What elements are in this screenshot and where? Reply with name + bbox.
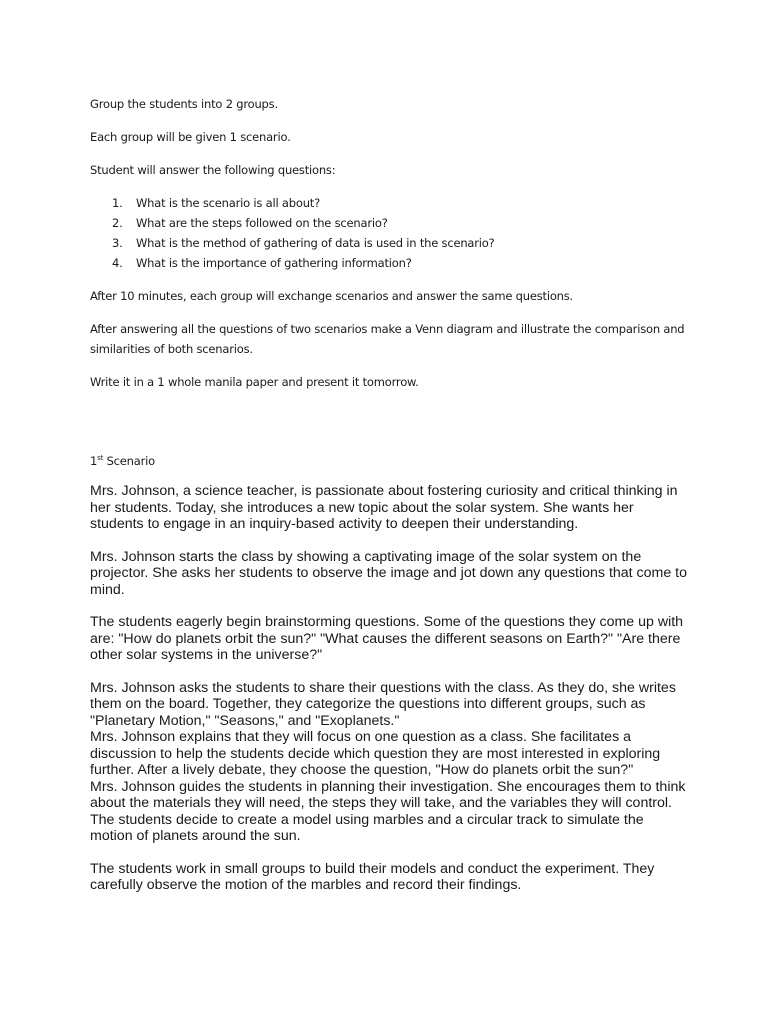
question-number: 3. [112,236,123,250]
instruction-questions-intro: Student will answer the following questions: [90,163,336,177]
scenario-paragraph: The students work in small groups to build their models and conduct the experiment. They carefully observe the motion of the marbles and record their findings. [90,860,655,893]
instruction-grouping: Group the students into 2 groups. [90,97,278,111]
scenario-heading [90,451,690,471]
question-text: What is the method of gathering of data is used in the scenario? [136,236,495,250]
question-text: What is the scenario is all about? [136,196,321,210]
scenario-heading-text: Scenario [103,454,155,468]
question-item [90,233,690,253]
scenario-paragraph: Mrs. Johnson asks the students to share their questions with the class. As they do, she writes them on the board. Together, they categorize the questions into different groups, such as "Planetary Motion," "Seasons," and "Exoplanets." [90,679,676,729]
question-number: 2. [112,216,123,230]
scenario-paragraph: Mrs. Johnson guides the students in planning their investigation. She encourages them to think about the materials they will need, the steps they will take, and the variables they will control. The students decide to create a model using marbles and a circular track to simulate the motion of planets around the sun. [90,778,686,844]
document-page [90,94,690,910]
question-item [90,253,690,273]
instruction-present: Write it in a 1 whole manila paper and present it tomorrow. [90,375,419,389]
scenario-paragraph: The students eagerly begin brainstorming questions. Some of the questions they come up with are: "How do planets orbit the sun?" "What causes the different seasons on Earth?" "Are there other solar systems in the universe?" [90,614,684,663]
instruction-venn-diagram: After answering all the questions of two scenarios make a Venn diagram and illustrate the comparison and similarities of both scenarios. [90,322,685,356]
question-number: 1. [112,196,123,210]
scenario-paragraph-group [90,680,690,845]
scenario-heading-ordinal: st [97,454,104,462]
scenario-paragraph: Mrs. Johnson explains that they will focus on one question as a class. She facilitates a discussion to help the students decide which question they are most interested in exploring further. After a lively debate, they choose the question, "How do planets orbit the sun?" [90,729,661,778]
scenario-paragraph: Mrs. Johnson starts the class by showing a captivating image of the solar system on the projector. She asks her students to observe the image and jot down any questions that come to mind. [90,548,688,598]
question-number: 4. [112,256,123,270]
question-list [90,193,690,273]
scenario-paragraph: Mrs. Johnson, a science teacher, is passionate about fostering curiosity and critical thinking in her students. Today, she introduces a new topic about the solar system. She wants her students to engage in an inquiry-based activity to deepen their understanding. [90,483,678,532]
instruction-exchange: After 10 minutes, each group will exchange scenarios and answer the same questions. [90,289,574,303]
question-text: What is the importance of gathering information? [136,256,412,270]
scenario-heading-number: 1 [90,454,98,468]
section-spacer [90,405,690,451]
instruction-scenario-assignment: Each group will be given 1 scenario. [90,130,291,144]
question-item [90,213,690,233]
question-text: What are the steps followed on the scenario? [136,216,388,230]
question-item [90,193,690,213]
